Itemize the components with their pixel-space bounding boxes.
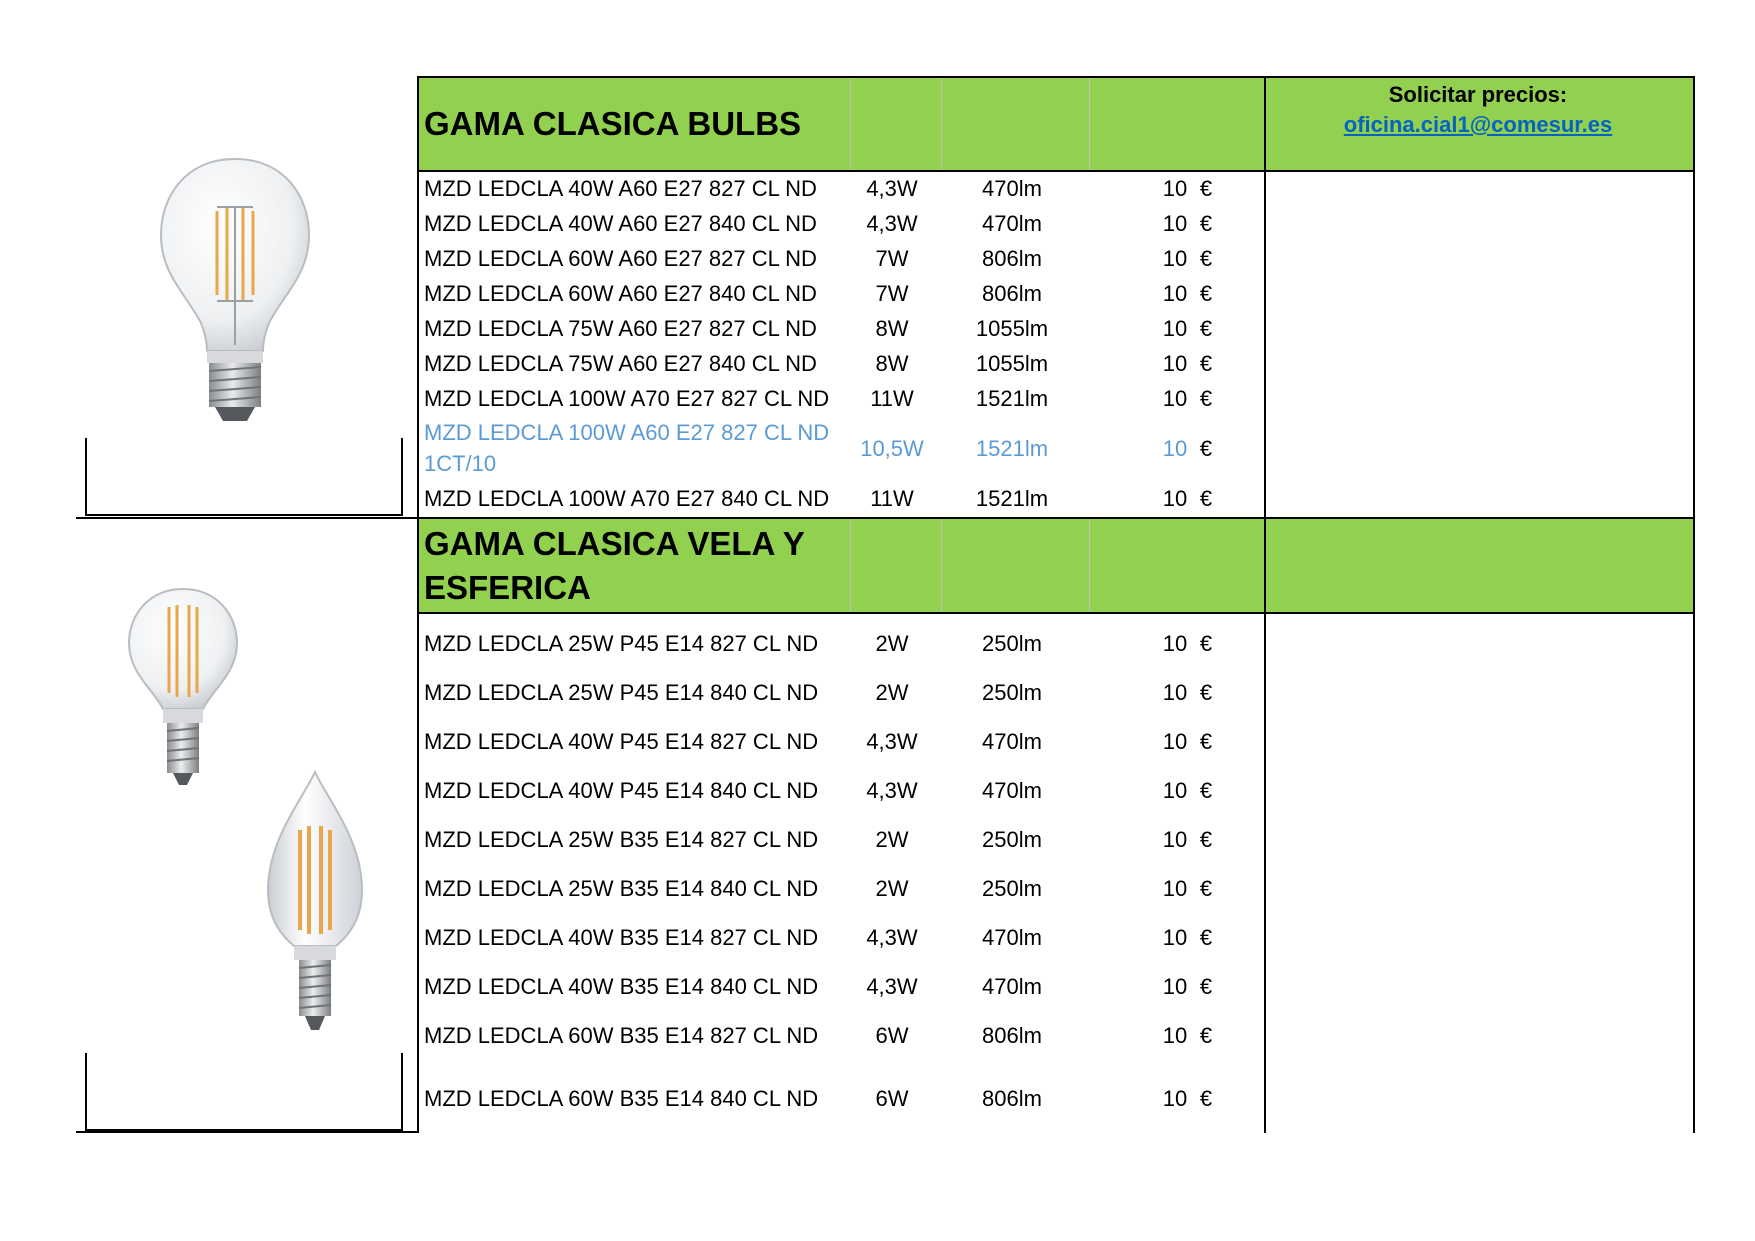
product-lumen: 806lm: [982, 1023, 1042, 1048]
product-qty: 10: [1162, 729, 1188, 754]
product-currency: €: [1199, 436, 1213, 461]
product-lumen: 1055lm: [975, 316, 1049, 341]
section-title-vela-line1: GAMA CLASICA VELA Y: [424, 525, 805, 562]
contact-label: Solicitar precios:: [1388, 82, 1568, 107]
product-currency: €: [1199, 631, 1213, 656]
image-frame-right: [401, 438, 403, 516]
product-currency: €: [1199, 680, 1213, 705]
section-title-bulbs: GAMA CLASICA BULBS: [424, 105, 802, 142]
product-description: MZD LEDCLA 75W A60 E27 827 CL ND: [424, 316, 817, 341]
product-description: MZD LEDCLA 40W B35 E14 840 CL ND: [424, 974, 819, 999]
product-currency: €: [1199, 246, 1213, 271]
product-qty: 10: [1162, 876, 1188, 901]
product-currency: €: [1199, 351, 1213, 376]
product-lumen: 1521lm: [975, 486, 1049, 511]
product-lumen: 1521lm: [975, 436, 1049, 461]
header-divider: [850, 77, 851, 170]
product-currency: €: [1199, 211, 1213, 236]
product-watt: 4,3W: [866, 211, 918, 236]
product-lumen: 250lm: [982, 876, 1042, 901]
product-qty: 10: [1162, 680, 1188, 705]
header2-border-bottom: [417, 612, 1695, 614]
header1-border-bottom: [417, 170, 1695, 172]
table-border-top: [417, 76, 1695, 78]
product-watt: 11W: [870, 486, 914, 511]
image-frame-left: [85, 438, 87, 516]
product-lumen: 470lm: [982, 974, 1042, 999]
product-currency: €: [1199, 386, 1213, 411]
product-qty: 10: [1162, 778, 1188, 803]
product-description: MZD LEDCLA 25W B35 E14 827 CL ND: [424, 827, 819, 852]
product-description: MZD LEDCLA 100W A70 E27 827 CL ND: [424, 386, 830, 411]
product-qty: 10: [1162, 386, 1188, 411]
product-watt: 7W: [875, 246, 909, 271]
product-description: MZD LEDCLA 25W P45 E14 827 CL ND: [424, 631, 819, 656]
product-qty: 10: [1162, 351, 1188, 376]
product-watt: 6W: [875, 1023, 909, 1048]
product-description: MZD LEDCLA 40W P45 E14 827 CL ND: [424, 729, 819, 754]
product-qty: 10: [1162, 925, 1188, 950]
product-watt: 2W: [875, 680, 909, 705]
product-watt: 6W: [875, 1086, 909, 1111]
product-lumen: 470lm: [982, 176, 1042, 201]
product-description: MZD LEDCLA 40W P45 E14 840 CL ND: [424, 778, 819, 803]
product-description: MZD LEDCLA 60W A60 E27 827 CL ND: [424, 246, 817, 271]
product-lumen: 806lm: [982, 246, 1042, 271]
product-watt: 4,3W: [866, 974, 918, 999]
product-description: MZD LEDCLA 25W B35 E14 840 CL ND: [424, 876, 819, 901]
section-divider: [76, 517, 1695, 519]
table-border-left: [417, 76, 419, 1133]
product-watt: 8W: [875, 316, 909, 341]
product-lumen: 1521lm: [975, 386, 1049, 411]
product-description: MZD LEDCLA 100W A70 E27 840 CL ND: [424, 486, 830, 511]
product-lumen: 250lm: [982, 631, 1042, 656]
product-watt: 4,3W: [866, 778, 918, 803]
image-frame-left: [85, 1053, 87, 1132]
product-description: MZD LEDCLA 60W B35 E14 827 CL ND: [424, 1023, 819, 1048]
image-frame-right: [401, 1053, 403, 1132]
image-frame-bottom: [85, 1129, 403, 1131]
product-qty: 10: [1162, 436, 1188, 461]
product-description-line2: 1CT/10: [424, 451, 497, 476]
product-watt: 7W: [875, 281, 909, 306]
product-currency: €: [1199, 316, 1213, 341]
product-lumen: 250lm: [982, 680, 1042, 705]
filament-bulb-a60-icon: [155, 155, 315, 427]
product-description: MZD LEDCLA 40W B35 E14 827 CL ND: [424, 925, 819, 950]
product-currency: €: [1199, 486, 1213, 511]
product-watt: 4,3W: [866, 729, 918, 754]
product-currency: €: [1199, 876, 1213, 901]
product-currency: €: [1199, 281, 1213, 306]
product-qty: 10: [1162, 246, 1188, 271]
product-currency: €: [1199, 974, 1213, 999]
product-description: MZD LEDCLA 60W B35 E14 840 CL ND: [424, 1086, 819, 1111]
product-watt: 8W: [875, 351, 909, 376]
product-currency: €: [1199, 1023, 1213, 1048]
header-divider: [1089, 518, 1090, 613]
filament-bulb-p45-icon: [125, 585, 241, 791]
product-watt: 10,5W: [860, 436, 924, 461]
table-border-bottom: [76, 1131, 418, 1133]
product-lumen: 250lm: [982, 827, 1042, 852]
product-currency: €: [1199, 729, 1213, 754]
product-description: MZD LEDCLA 40W A60 E27 840 CL ND: [424, 211, 817, 236]
product-currency: €: [1199, 176, 1213, 201]
price-column-left: [1264, 76, 1266, 1133]
product-watt: 11W: [870, 386, 914, 411]
product-qty: 10: [1162, 631, 1188, 656]
product-qty: 10: [1162, 316, 1188, 341]
product-qty: 10: [1162, 1023, 1188, 1048]
product-qty: 10: [1162, 176, 1188, 201]
table-border-right: [1693, 76, 1695, 1133]
product-lumen: 806lm: [982, 281, 1042, 306]
section-title-vela-line2: ESFERICA: [424, 569, 591, 606]
product-watt: 4,3W: [866, 925, 918, 950]
product-description: MZD LEDCLA 25W P45 E14 840 CL ND: [424, 680, 819, 705]
product-qty: 10: [1162, 974, 1188, 999]
product-watt: 2W: [875, 876, 909, 901]
header-divider: [850, 518, 851, 613]
product-description: MZD LEDCLA 60W A60 E27 840 CL ND: [424, 281, 817, 306]
product-currency: €: [1199, 925, 1213, 950]
contact-email-link[interactable]: oficina.cial1@comesur.es: [1343, 112, 1613, 137]
product-watt: 4,3W: [866, 176, 918, 201]
product-lumen: 470lm: [982, 925, 1042, 950]
header-divider: [941, 518, 942, 613]
product-description: MZD LEDCLA 75W A60 E27 840 CL ND: [424, 351, 817, 376]
product-lumen: 470lm: [982, 778, 1042, 803]
filament-candle-b35-icon: [262, 770, 368, 1038]
product-watt: 2W: [875, 631, 909, 656]
product-qty: 10: [1162, 1086, 1188, 1111]
header-divider: [941, 77, 942, 170]
product-lumen: 470lm: [982, 211, 1042, 236]
product-qty: 10: [1162, 281, 1188, 306]
product-currency: €: [1199, 1086, 1213, 1111]
product-currency: €: [1199, 827, 1213, 852]
image-frame-bottom: [85, 514, 403, 516]
product-lumen: 1055lm: [975, 351, 1049, 376]
contact-block: [1266, 80, 1690, 140]
header-divider: [1089, 77, 1090, 170]
product-description: MZD LEDCLA 100W A60 E27 827 CL ND: [424, 420, 830, 445]
product-qty: 10: [1162, 827, 1188, 852]
product-lumen: 470lm: [982, 729, 1042, 754]
product-currency: €: [1199, 778, 1213, 803]
product-lumen: 806lm: [982, 1086, 1042, 1111]
product-qty: 10: [1162, 211, 1188, 236]
product-watt: 2W: [875, 827, 909, 852]
product-description: MZD LEDCLA 40W A60 E27 827 CL ND: [424, 176, 817, 201]
product-qty: 10: [1162, 486, 1188, 511]
